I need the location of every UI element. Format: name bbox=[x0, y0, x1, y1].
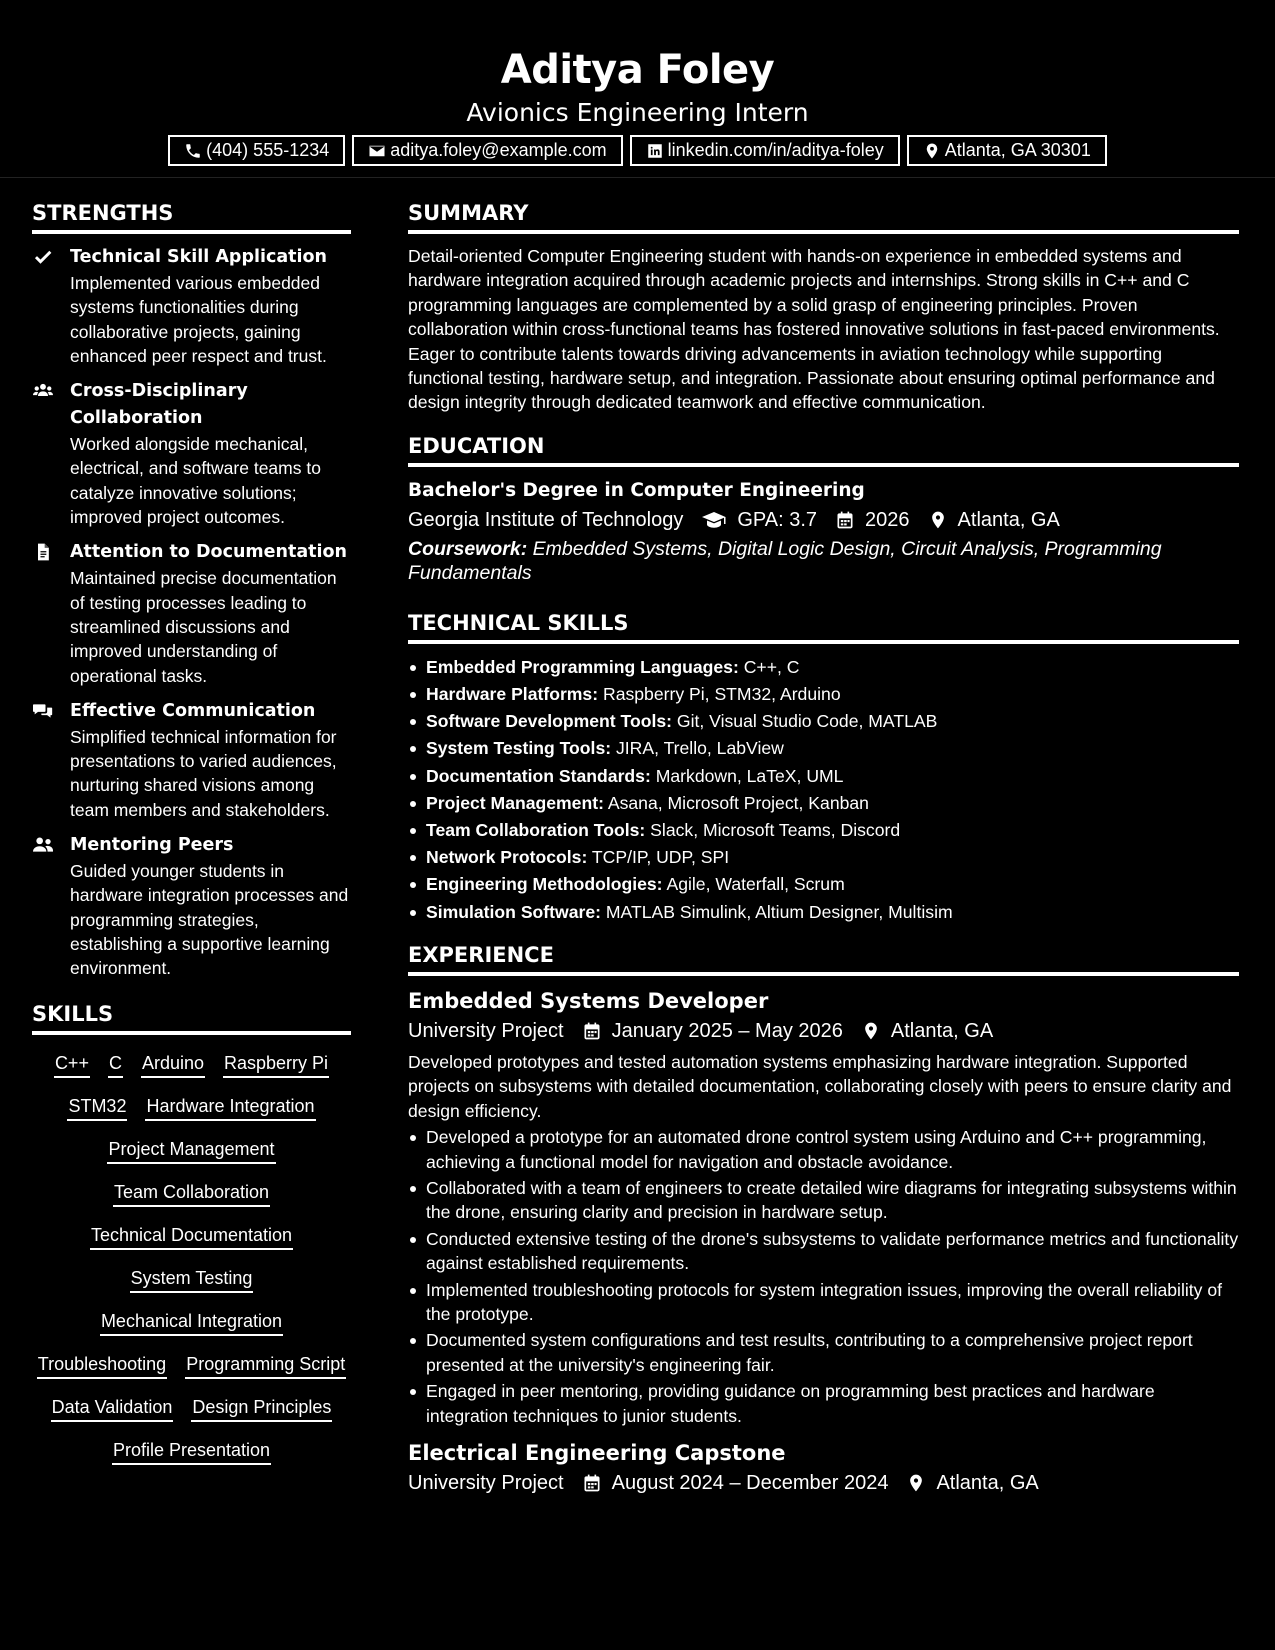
gpa-text: GPA: 3.7 bbox=[737, 508, 818, 531]
summary-heading: SUMMARY bbox=[408, 196, 1239, 234]
skill-tag: C++ bbox=[54, 1050, 90, 1078]
skill-tag: Project Management bbox=[107, 1136, 275, 1164]
job-dates: January 2025 – May 2026 bbox=[611, 1019, 843, 1042]
strength-title: Attention to Documentation bbox=[70, 542, 347, 563]
strengths-heading: STRENGTHS bbox=[32, 196, 351, 234]
job-title: Electrical Engineering Capstone bbox=[408, 1440, 786, 1465]
list-item: System Testing Tools: JIRA, Trello, LabView bbox=[408, 735, 1239, 762]
coursework-list: Embedded Systems, Digital Logic Design, Circuit Analysis, Programming Fundamentals bbox=[408, 537, 1162, 585]
strength-title: Technical Skill Application bbox=[70, 247, 327, 267]
strength-desc: Implemented various embedded systems functionalities during collaborative projects, gaining enhanced peer respect and trust. bbox=[70, 273, 327, 366]
linkedin-text: linkedin.com/in/aditya-foley bbox=[667, 140, 884, 160]
list-item: Engineering Methodologies: Agile, Waterfall, Scrum bbox=[408, 871, 1239, 898]
list-item: Implemented troubleshooting protocols for system integration issues, improving the overall reliability of the prototype. bbox=[408, 1278, 1239, 1327]
grad-year: 2026 bbox=[865, 508, 910, 531]
list-item: Engaged in peer mentoring, providing guidance on programming best practices and hardware integration techniques to junior students. bbox=[408, 1379, 1239, 1428]
list-item: Software Development Tools: Git, Visual Studio Code, MATLAB bbox=[408, 708, 1239, 735]
job-title: Embedded Systems Developer bbox=[408, 988, 769, 1013]
experience-heading: EXPERIENCE bbox=[408, 938, 1239, 976]
list-item: Developed a prototype for an automated drone control system using Arduino and C++ programming, achieving a functional model for navigation and obstacle avoidance. bbox=[408, 1125, 1239, 1174]
calendar-icon bbox=[835, 510, 855, 530]
school-name: Georgia Institute of Technology bbox=[408, 508, 684, 531]
skill-tag: Design Principles bbox=[191, 1394, 332, 1422]
coursework-label: Coursework: bbox=[408, 537, 528, 560]
strength-item bbox=[32, 539, 351, 687]
job-location: Atlanta, GA bbox=[890, 1019, 994, 1042]
job-location: Atlanta, GA bbox=[936, 1471, 1039, 1494]
job-meta bbox=[408, 1016, 1239, 1046]
degree-title: Bachelor's Degree in Computer Engineering bbox=[408, 479, 865, 501]
right-column bbox=[408, 196, 1239, 1498]
skill-tag: Programming Script bbox=[185, 1351, 346, 1379]
skill-tag: Hardware Integration bbox=[145, 1093, 315, 1121]
contact-location[interactable] bbox=[907, 135, 1107, 166]
contact-phone[interactable] bbox=[168, 135, 345, 166]
skill-tag: Profile Presentation bbox=[112, 1437, 271, 1465]
phone-text: (404) 555-1234 bbox=[206, 140, 330, 160]
map-marker-icon bbox=[861, 1021, 881, 1041]
strength-desc: Simplified technical information for presentations to varied audiences, nurturing shared visions among team members and stakeholders. bbox=[70, 726, 337, 820]
strength-item bbox=[32, 832, 351, 980]
strength-title: Mentoring Peers bbox=[70, 835, 234, 856]
candidate-name: Aditya Foley bbox=[500, 47, 775, 93]
skill-tag: System Testing bbox=[130, 1265, 254, 1293]
skill-tag: C bbox=[108, 1050, 123, 1078]
list-item: Documented system configurations and test results, contributing to a comprehensive project report presented at the university's engineering fair. bbox=[408, 1328, 1239, 1377]
document-icon bbox=[32, 542, 54, 562]
skills-heading: SKILLS bbox=[32, 997, 351, 1035]
skills-tag-list bbox=[32, 1045, 351, 1465]
contact-email[interactable] bbox=[352, 135, 622, 166]
strength-title: Effective Communication bbox=[70, 700, 316, 721]
envelope-icon bbox=[368, 142, 386, 160]
skill-tag: Technical Documentation bbox=[90, 1222, 293, 1250]
job-dates: August 2024 – December 2024 bbox=[611, 1471, 889, 1494]
strength-item bbox=[32, 698, 351, 822]
check-icon bbox=[32, 247, 54, 267]
skill-tag: Data Validation bbox=[51, 1394, 174, 1422]
graduation-cap-icon bbox=[701, 510, 727, 530]
job-org: University Project bbox=[408, 1471, 564, 1494]
job-description: Developed prototypes and tested automation systems emphasizing hardware integration. Supported projects on subsystems with detailed documentation, collaborating closely with peers to ensure clarity and design efficiency. bbox=[408, 1051, 1232, 1121]
skill-tag: Mechanical Integration bbox=[100, 1308, 283, 1336]
education-location: Atlanta, GA bbox=[957, 508, 1060, 531]
list-item: Embedded Programming Languages: C++, C bbox=[408, 654, 1239, 681]
map-marker-icon bbox=[928, 510, 948, 530]
candidate-title: Avionics Engineering Intern bbox=[466, 98, 809, 127]
list-item: Collaborated with a team of engineers to create detailed wire diagrams for integrating subsystems within the drone, ensuring clarity and precision in hardware setup. bbox=[408, 1176, 1239, 1225]
job-org: University Project bbox=[408, 1019, 564, 1042]
skill-tag: Raspberry Pi bbox=[223, 1050, 329, 1078]
linkedin-icon bbox=[646, 142, 664, 160]
map-marker-icon bbox=[906, 1473, 926, 1493]
skill-tag: Arduino bbox=[141, 1050, 205, 1078]
comments-icon bbox=[32, 701, 54, 721]
strength-desc: Maintained precise documentation of testing processes leading to streamlined discussions and improved understanding of operational tasks. bbox=[70, 568, 337, 686]
strength-item bbox=[32, 378, 351, 529]
skill-tag: STM32 bbox=[67, 1093, 127, 1121]
calendar-icon bbox=[582, 1021, 602, 1041]
list-item: Team Collaboration Tools: Slack, Microsoft Teams, Discord bbox=[408, 817, 1239, 844]
resume-header bbox=[0, 0, 1275, 178]
education-meta bbox=[408, 505, 1239, 535]
email-text: aditya.foley@example.com bbox=[390, 140, 607, 160]
technical-skills-heading: TECHNICAL SKILLS bbox=[408, 606, 1239, 644]
skill-tag: Troubleshooting bbox=[37, 1351, 167, 1379]
skill-tag: Team Collaboration bbox=[113, 1179, 270, 1207]
job-bullets bbox=[408, 1125, 1239, 1428]
summary-text: Detail-oriented Computer Engineering student with hands-on experience in embedded systems and hardware integration acquired through academic projects and internships. Strong skills in C++ and C programming languages are complemented by a solid grasp of engineering principles. Proven collaboration within cross-functional teams has fostered innovative solutions in fast-paced environments. Eager to contribute talents towards driving advancements in aviation technology while supporting functional testing, hardware setup, and integration. Passionate about ensuring optimal performance and design integrity through dedicated teamwork and effective communication. bbox=[408, 246, 1220, 413]
education-heading: EDUCATION bbox=[408, 429, 1239, 467]
list-item: Project Management: Asana, Microsoft Project, Kanban bbox=[408, 790, 1239, 817]
job-meta bbox=[408, 1468, 1239, 1498]
list-item: Documentation Standards: Markdown, LaTeX, UML bbox=[408, 763, 1239, 790]
list-item: Conducted extensive testing of the drone's subsystems to validate performance metrics and functionality against established requirements. bbox=[408, 1227, 1239, 1276]
phone-icon bbox=[184, 142, 202, 160]
location-text: Atlanta, GA 30301 bbox=[944, 140, 1091, 160]
users-icon bbox=[32, 381, 54, 401]
coursework bbox=[408, 537, 1239, 586]
left-column bbox=[32, 196, 351, 1465]
calendar-icon bbox=[582, 1473, 602, 1493]
technical-skills-list bbox=[408, 654, 1239, 926]
strength-item bbox=[32, 244, 351, 368]
contact-bar bbox=[0, 135, 1275, 166]
list-item: Network Protocols: TCP/IP, UDP, SPI bbox=[408, 844, 1239, 871]
contact-linkedin[interactable] bbox=[630, 135, 900, 166]
strength-desc: Worked alongside mechanical, electrical, and software teams to catalyze innovative solutions; improved project outcomes. bbox=[70, 434, 321, 528]
strength-title: Cross-Disciplinary Collaboration bbox=[70, 381, 248, 429]
map-marker-icon bbox=[923, 142, 941, 160]
list-item: Simulation Software: MATLAB Simulink, Altium Designer, Multisim bbox=[408, 899, 1239, 926]
list-item: Hardware Platforms: Raspberry Pi, STM32, Arduino bbox=[408, 681, 1239, 708]
user-friends-icon bbox=[32, 835, 54, 855]
strength-desc: Guided younger students in hardware integration processes and programming strategies, establishing a supportive learning environment. bbox=[70, 861, 349, 979]
